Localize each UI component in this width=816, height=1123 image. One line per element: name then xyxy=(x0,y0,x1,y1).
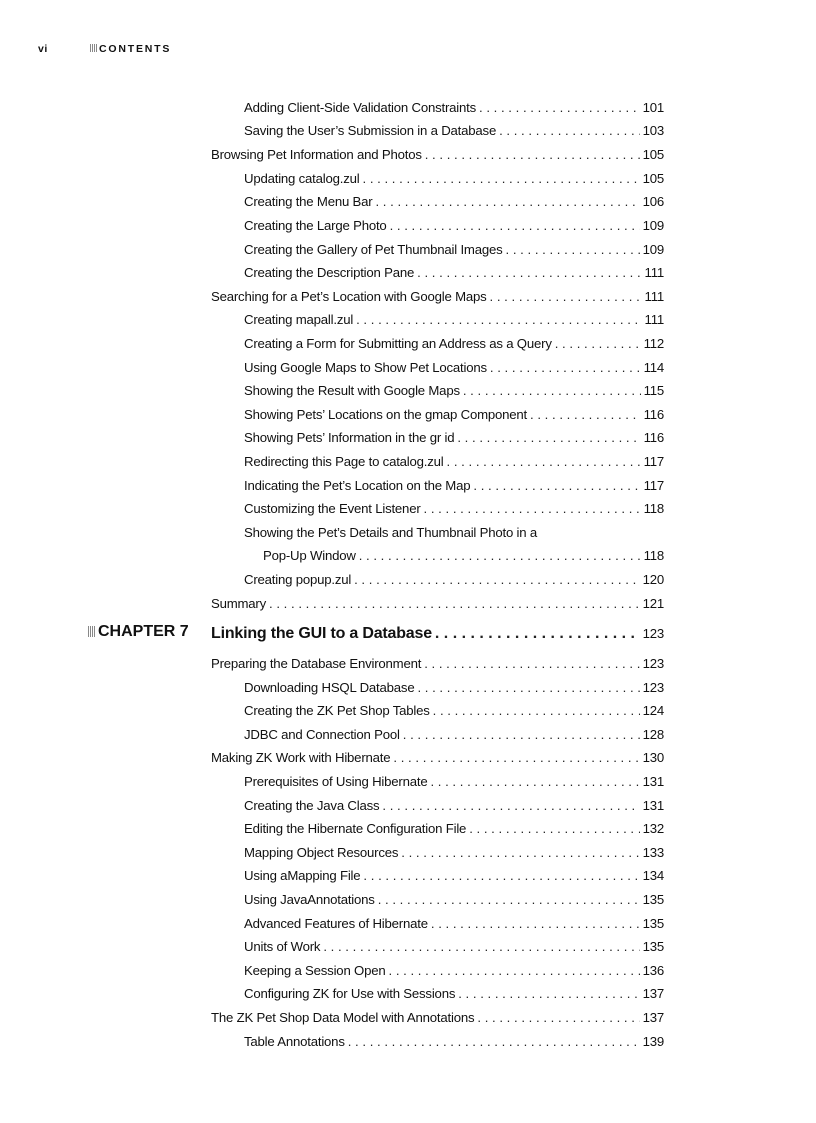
toc-entry-title: Advanced Features of Hibernate xyxy=(244,916,428,931)
toc-entry[interactable] xyxy=(244,1032,664,1052)
toc-entry-title: Saving the User’s Submission in a Database xyxy=(244,123,497,138)
dot-leader xyxy=(479,98,640,118)
dot-leader xyxy=(424,499,641,519)
toc-entry-page: 136 xyxy=(642,963,664,978)
toc-entry[interactable] xyxy=(244,961,664,981)
toc-entry-title: Keeping a Session Open xyxy=(244,963,386,978)
toc-entry[interactable] xyxy=(244,405,664,425)
toc-entry[interactable] xyxy=(244,98,664,118)
toc-entry[interactable] xyxy=(211,654,664,674)
toc-entry-page: 121 xyxy=(642,596,664,611)
toc-entry-page: 137 xyxy=(642,1010,664,1025)
toc-entry-title: Updating catalog.zul xyxy=(244,171,360,186)
chapter-page: 123 xyxy=(642,626,664,641)
toc-entry-title: Pop-Up Window xyxy=(263,548,356,563)
toc-entry-title: Using Google Maps to Show Pet Locations xyxy=(244,360,487,375)
dot-leader xyxy=(458,984,639,1004)
dot-leader xyxy=(499,121,640,141)
dot-leader xyxy=(389,961,640,981)
toc-entry[interactable] xyxy=(244,819,664,839)
dot-leader xyxy=(390,216,640,236)
toc-entry-title: Summary xyxy=(211,596,267,611)
toc-entry-page: 131 xyxy=(642,774,664,789)
toc-entry-title: Indicating the Pet’s Location on the Map xyxy=(244,478,471,493)
toc-entry-title: Preparing the Database Environment xyxy=(211,656,422,671)
toc-entry[interactable] xyxy=(244,499,664,519)
dot-leader xyxy=(348,1032,640,1052)
dot-leader xyxy=(269,594,640,614)
toc-entry-title: Showing the Result with Google Maps xyxy=(244,383,460,398)
dot-leader xyxy=(382,796,639,816)
toc-entry-title: Showing Pets’ Locations on the gmap Component xyxy=(244,407,528,422)
toc-entry-title: The ZK Pet Shop Data Model with Annotations xyxy=(211,1010,475,1025)
toc-entry-page: 103 xyxy=(642,123,664,138)
toc-entry-page: 118 xyxy=(643,501,664,516)
toc-entry-title: Creating the Description Pane xyxy=(244,265,415,280)
toc-entry[interactable] xyxy=(244,169,664,189)
toc-entry[interactable] xyxy=(244,428,664,448)
dot-leader xyxy=(555,334,641,354)
toc-entry[interactable] xyxy=(244,701,664,721)
dot-leader xyxy=(477,1008,639,1028)
dot-leader xyxy=(435,622,640,646)
toc-entry-page: 115 xyxy=(643,383,664,398)
toc-entry[interactable] xyxy=(244,381,664,401)
toc-entry[interactable] xyxy=(244,192,664,212)
toc-entry[interactable] xyxy=(244,772,664,792)
toc-entry-page: 101 xyxy=(642,100,664,115)
toc-entry-page: 120 xyxy=(642,572,664,587)
toc-entry[interactable] xyxy=(211,594,664,614)
toc-entry-title: Making ZK Work with Hibernate xyxy=(211,750,391,765)
toc-entry[interactable] xyxy=(244,216,664,236)
toc-entry[interactable] xyxy=(244,725,664,745)
toc-entry[interactable] xyxy=(244,121,664,141)
toc-entry-title: Table Annotations xyxy=(244,1034,345,1049)
toc-entry[interactable] xyxy=(244,796,664,816)
toc-entry-title: Creating the Gallery of Pet Thumbnail Images xyxy=(244,242,503,257)
dot-leader xyxy=(417,263,641,283)
toc-entry-page: 135 xyxy=(642,916,664,931)
toc-entry-page: 116 xyxy=(643,407,664,422)
dot-leader xyxy=(356,310,641,330)
toc-entry-page: 123 xyxy=(642,656,664,671)
dot-leader xyxy=(403,725,640,745)
toc-entry-page: 131 xyxy=(642,798,664,813)
toc-entry[interactable] xyxy=(211,145,664,165)
toc-entry-page: 109 xyxy=(642,242,664,257)
toc-entry-title: Searching for a Pet’s Location with Google Maps xyxy=(211,289,487,304)
toc-entry[interactable] xyxy=(244,334,664,354)
toc-entry-title: Browsing Pet Information and Photos xyxy=(211,147,422,162)
toc-entry-title: Configuring ZK for Use with Sessions xyxy=(244,986,456,1001)
toc-entry-title: Adding Client-Side Validation Constraints xyxy=(244,100,476,115)
dot-leader xyxy=(417,678,639,698)
toc-entry[interactable] xyxy=(244,310,664,330)
toc-entry[interactable] xyxy=(244,914,664,934)
toc-entry-title: Mapping Object Resources xyxy=(244,845,399,860)
dot-leader xyxy=(378,890,640,910)
toc-entry[interactable] xyxy=(244,240,664,260)
dot-leader xyxy=(490,358,641,378)
dot-leader xyxy=(430,772,639,792)
toc-entry-page: 135 xyxy=(642,892,664,907)
toc-entry-title: Redirecting this Page to catalog.zul xyxy=(244,454,444,469)
toc-entry-page: 109 xyxy=(642,218,664,233)
toc-entry-page: 117 xyxy=(643,478,664,493)
toc-entry-page: 135 xyxy=(642,939,664,954)
dot-leader xyxy=(530,405,641,425)
toc-entry-page: 118 xyxy=(643,548,664,563)
dot-leader xyxy=(359,546,641,566)
toc-entry-page: 137 xyxy=(642,986,664,1001)
toc-entry-page: 117 xyxy=(643,454,664,469)
dot-leader xyxy=(431,914,640,934)
toc-entry-title: Downloading HSQL Database xyxy=(244,680,415,695)
toc-entry-first-line[interactable]: Showing the Pet’s Details and Thumbnail Photo in a xyxy=(244,525,538,540)
toc-entry[interactable] xyxy=(244,452,664,472)
toc-entry[interactable] xyxy=(244,937,664,957)
chapter-label xyxy=(88,623,189,641)
toc-entry[interactable] xyxy=(263,546,664,566)
dot-leader xyxy=(506,240,640,260)
toc-entry[interactable] xyxy=(244,984,664,1004)
dot-leader xyxy=(323,937,639,957)
toc-entry-page: 130 xyxy=(642,750,664,765)
toc-entry-page: 111 xyxy=(644,312,664,327)
toc-entry-title: Units of Work xyxy=(244,939,321,954)
toc-entry-title: Using JavaAnnotations xyxy=(244,892,375,907)
dot-leader xyxy=(401,843,639,863)
toc-entry[interactable] xyxy=(244,570,664,590)
toc-entry-page: 128 xyxy=(642,727,664,742)
toc-entry[interactable] xyxy=(211,287,664,307)
toc-entry-page: 134 xyxy=(642,868,664,883)
toc-entry[interactable] xyxy=(244,866,664,886)
toc-entry[interactable] xyxy=(211,748,664,768)
running-head-text: CONTENTS xyxy=(99,43,172,55)
toc-entry-page: 105 xyxy=(642,147,664,162)
toc-entry-title: Creating the Large Photo xyxy=(244,218,387,233)
page-number: vi xyxy=(38,43,48,55)
running-head xyxy=(90,43,171,55)
chapter-title: Linking the GUI to a Database xyxy=(211,625,432,642)
toc-entry[interactable] xyxy=(211,1008,664,1028)
dot-leader xyxy=(490,287,642,307)
dot-leader xyxy=(354,570,639,590)
dot-leader xyxy=(363,866,639,886)
toc-entry-page: 112 xyxy=(643,336,664,351)
toc-entry-page: 116 xyxy=(643,430,664,445)
toc-entry-title: Creating the ZK Pet Shop Tables xyxy=(244,703,430,718)
toc-entry-page: 111 xyxy=(644,289,664,304)
dot-leader xyxy=(375,192,639,212)
dot-leader xyxy=(424,654,639,674)
bar-ornament-icon xyxy=(88,626,96,637)
chapter-label-text: CHAPTER 7 xyxy=(98,623,189,640)
dot-leader xyxy=(393,748,639,768)
chapter-entry[interactable] xyxy=(211,622,664,646)
toc-entry-title: Creating a Form for Submitting an Address as a Query xyxy=(244,336,552,351)
dot-leader xyxy=(447,452,641,472)
toc-entry-page: 132 xyxy=(642,821,664,836)
dot-leader xyxy=(425,145,640,165)
toc-entry-title: Using aMapping File xyxy=(244,868,361,883)
toc-entry-page: 114 xyxy=(643,360,664,375)
dot-leader xyxy=(433,701,640,721)
toc-entry-page: 124 xyxy=(642,703,664,718)
toc-entry-page: 111 xyxy=(644,265,664,280)
toc-entry-title: Customizing the Event Listener xyxy=(244,501,421,516)
toc-entry[interactable] xyxy=(244,263,664,283)
toc-entry-page: 123 xyxy=(642,680,664,695)
toc-entry[interactable] xyxy=(244,843,664,863)
toc-entry-title: Creating mapall.zul xyxy=(244,312,354,327)
toc-entry-page: 105 xyxy=(642,171,664,186)
toc-entry[interactable] xyxy=(244,678,664,698)
toc-entry-title: Creating popup.zul xyxy=(244,572,352,587)
toc-entry-title: Creating the Menu Bar xyxy=(244,194,373,209)
bar-ornament-icon xyxy=(90,44,97,52)
toc-entry-title: Editing the Hibernate Configuration File xyxy=(244,821,467,836)
toc-entry-page: 139 xyxy=(642,1034,664,1049)
toc-entry[interactable] xyxy=(244,476,664,496)
dot-leader xyxy=(473,476,640,496)
dot-leader xyxy=(363,169,640,189)
toc-entry-title: Prerequisites of Using Hibernate xyxy=(244,774,428,789)
toc-entry-title: Creating the Java Class xyxy=(244,798,380,813)
dot-leader xyxy=(463,381,641,401)
toc-entry[interactable] xyxy=(244,890,664,910)
toc-entry-page: 133 xyxy=(642,845,664,860)
toc-entry-page: 106 xyxy=(642,194,664,209)
toc-entry-title: Showing Pets’ Information in the gr id xyxy=(244,430,455,445)
toc-entry[interactable] xyxy=(244,358,664,378)
toc-entry-title: JDBC and Connection Pool xyxy=(244,727,400,742)
dot-leader xyxy=(469,819,639,839)
dot-leader xyxy=(457,428,640,448)
